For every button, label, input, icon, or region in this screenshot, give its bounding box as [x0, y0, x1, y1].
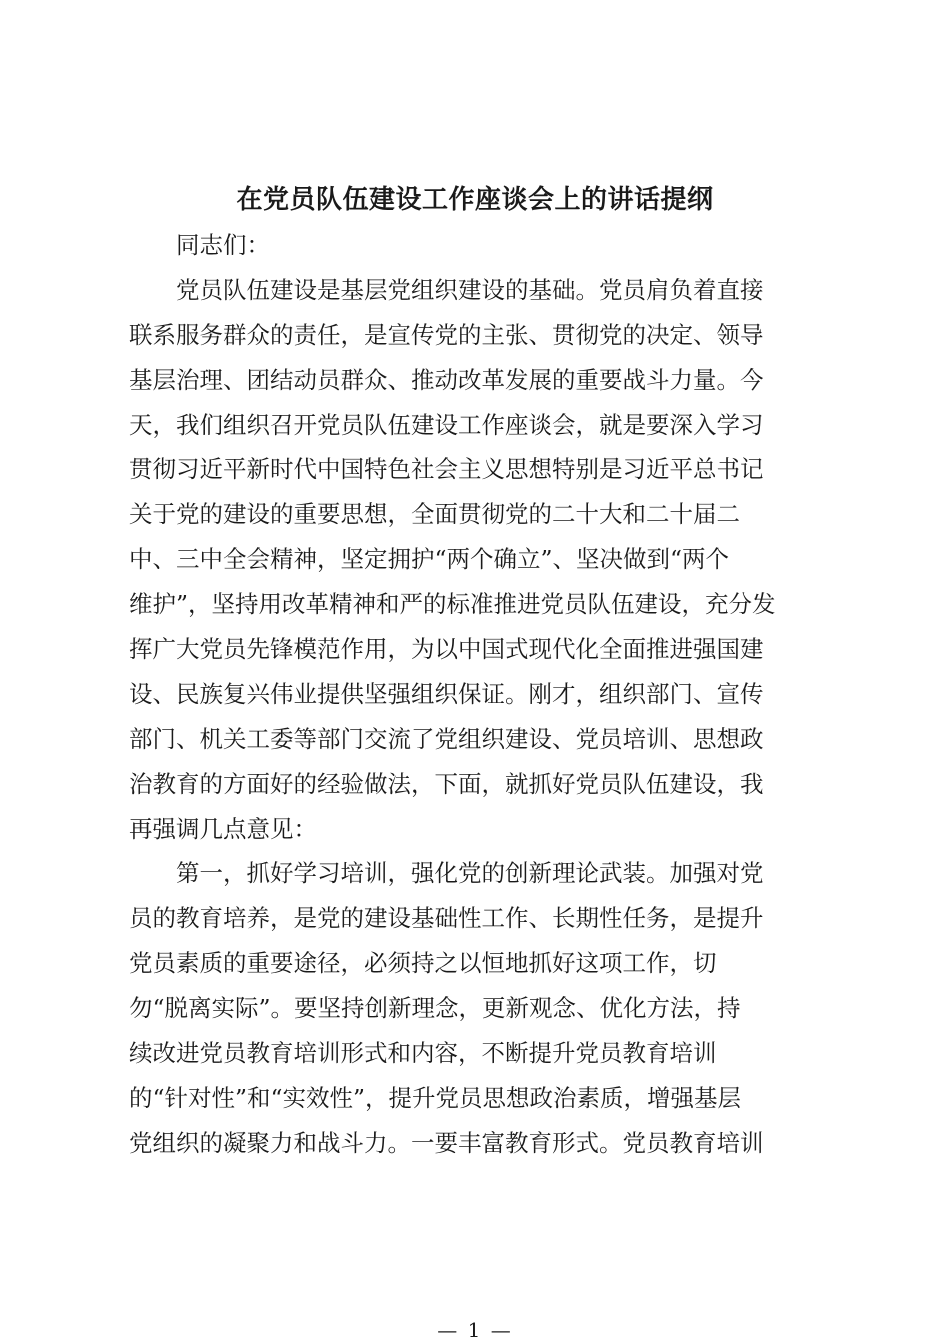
paragraph-1-line-1: 党员队伍建设是基层党组织建设的基础。党员肩负着直接 — [176, 275, 764, 304]
paragraph-2-line-1: 第一，抓好学习培训，强化党的创新理论武装。加强对党 — [176, 859, 764, 888]
paragraph-1-line-4: 天，我们组织召开党员队伍建设工作座谈会，就是要深入学习 — [129, 410, 764, 439]
paragraph-1-line-9: 挥广大党员先锋模范作用，为以中国式现代化全面推进强国建 — [129, 635, 764, 664]
paragraph-2-line-7: 党组织的凝聚力和战斗力。一要丰富教育形式。党员教育培训 — [129, 1128, 764, 1157]
salutation-line: 同志们： — [176, 231, 270, 259]
paragraph-1-line-13: 再强调几点意见： — [129, 814, 317, 843]
paragraph-1-line-2: 联系服务群众的责任，是宣传党的主张、贯彻党的决定、领导 — [129, 320, 764, 349]
paragraph-1-line-3: 基层治理、团结动员群众、推动改革发展的重要战斗力量。今 — [129, 365, 764, 394]
paragraph-1-line-8: 维护”，坚持用改革精神和严的标准推进党员队伍建设，充分发 — [129, 590, 776, 619]
paragraph-1-line-12: 治教育的方面好的经验做法，下面，就抓好党员队伍建设，我 — [129, 769, 764, 798]
paragraph-2-line-2: 员的教育培养，是党的建设基础性工作、长期性任务，是提升 — [129, 904, 764, 933]
document-body — [129, 223, 829, 1166]
paragraph-1-line-5: 贯彻习近平新时代中国特色社会主义思想特别是习近平总书记 — [129, 455, 764, 484]
page-number: — 1 — — [437, 1318, 513, 1342]
paragraph-1-line-10: 设、民族复兴伟业提供坚强组织保证。刚才，组织部门、宣传 — [129, 679, 764, 708]
paragraph-1-line-11: 部门、机关工委等部门交流了党组织建设、党员培训、思想政 — [129, 724, 764, 753]
paragraph-1-line-6: 关于党的建设的重要思想，全面贯彻党的二十大和二十届二 — [129, 500, 740, 529]
paragraph-2-line-6: 的“针对性”和“实效性”，提升党员思想政治素质，增强基层 — [129, 1083, 742, 1112]
paragraph-2-line-5: 续改进党员教育培训形式和内容，不断提升党员教育培训 — [129, 1039, 717, 1068]
paragraph-2-line-3: 党员素质的重要途径，必须持之以恒地抓好这项工作，切 — [129, 949, 717, 978]
document-title: 在党员队伍建设工作座谈会上的讲话提纲 — [236, 185, 714, 215]
paragraph-2-line-4: 勿“脱离实际”。要坚持创新理念，更新观念、优化方法，持 — [129, 994, 741, 1023]
paragraph-1-line-7: 中、三中全会精神，坚定拥护“两个确立”、坚决做到“两个 — [129, 545, 730, 574]
